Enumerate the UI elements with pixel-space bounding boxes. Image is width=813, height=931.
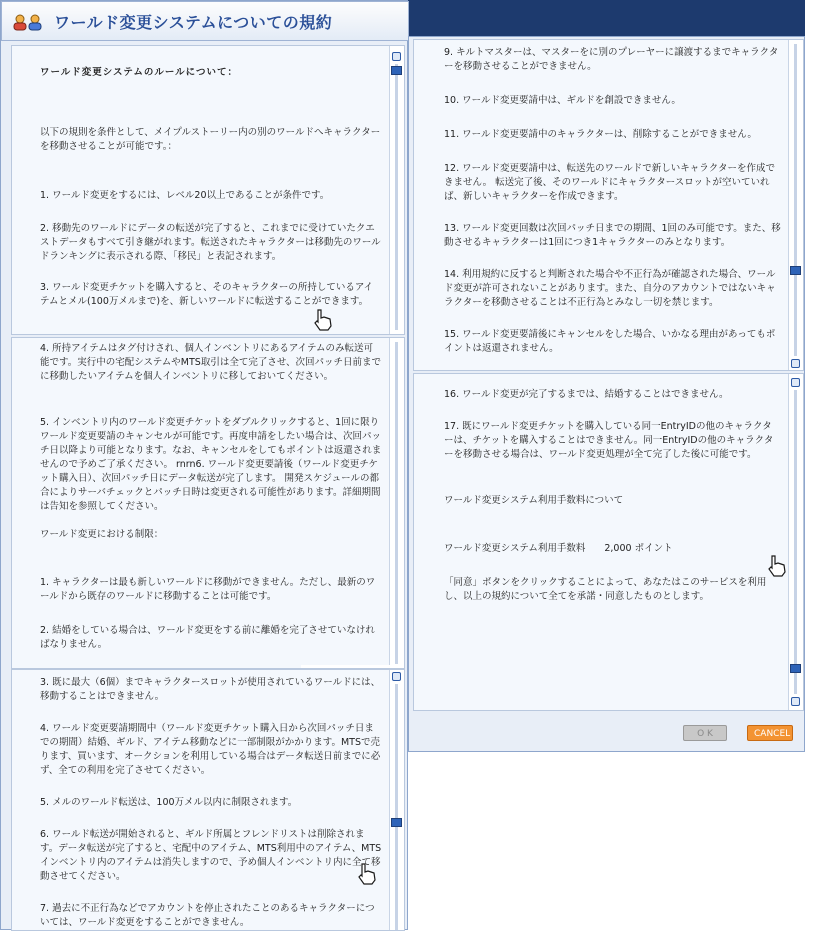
terms-text-area (12, 670, 388, 930)
paragraph: 12. ワールド変更要請中は、転送先のワールドで新しいキャラクターを作成できません。 転送完了後、そのワールドにキャラクタースロットが空いていれば、新しいキャラクターを作成できます。 (444, 163, 776, 202)
scroll-thumb[interactable] (391, 66, 402, 75)
restrictions-heading: ワールド変更における制限： (40, 529, 164, 540)
scroll-up-button[interactable] (791, 378, 800, 387)
paragraph: 6. ワールド転送が開始されると、ギルド所属とフレンドリストは削除されます。データ転送が完了すると、宅配中のアイテム、MTS利用中のアイテム、MTSインベントリ内のアイテムは消失しますので、予め個人インベントリ内に全て移動させてください。 (40, 829, 382, 882)
terms-window-right (408, 36, 805, 752)
window-title: ワールド変更システムについての規約 (54, 13, 333, 32)
terms-panel-3 (11, 669, 405, 931)
cancel-button[interactable]: CANCEL (747, 725, 793, 741)
scroll-track[interactable] (395, 342, 398, 664)
paragraph: 1. ワールド変更をするには、レベル20以上であることが条件です。 (40, 190, 330, 201)
scroll-track[interactable] (794, 44, 797, 356)
scroll-track[interactable] (395, 64, 398, 330)
paragraph: 16. ワールド変更が完了するまでは、結婚することはできません。 (444, 389, 729, 400)
terms-panel-2 (11, 337, 405, 669)
paragraph: 9. キルトマスターは、マスターをに別のプレーヤーに譲渡するまでキャラクターを移動させることができません。 (444, 47, 779, 72)
paragraph: 7. 過去に不正行為などでアカウントを停止されたことのあるキャラクターについては、ワールド変更をすることができません。 (40, 903, 375, 928)
hand-cursor-icon (766, 554, 788, 578)
scroll-thumb[interactable] (790, 664, 801, 673)
background-window-strip (400, 0, 805, 40)
paragraph: 3. 既に最大（6個）までキャラクタースロットが使用されているワールドには、移動することはできません。 (40, 677, 381, 702)
scroll-track[interactable] (395, 684, 398, 930)
scroll-up-button[interactable] (392, 672, 401, 681)
divider (301, 665, 401, 668)
paragraph: 11. ワールド変更要請中のキャラクターは、削除することができません。 (444, 129, 757, 140)
terms-text-area (414, 40, 787, 370)
paragraph: 4. 所持アイテムはタグ付けされ、個人インベントリにあるアイテムのみ転送可能です。実行中の宅配システムやMTS取引は全て完了させ、次回パッチ日前までに移動したいアイテムを個人インベントリに移しておいてください。 (40, 343, 382, 382)
paragraph: 5. インベントリ内のワールド変更チケットをダブルクリックすると、1回に限りワールド変更要請のキャンセルが可能です。再度申請をしたい場合は、次回パッチ日以降より可能となります。なお、キャンセルをしてもポイントは返還されませんので予めご了承ください。 rnrn6. ワールド変更要請後（ワールド変更チケット購入日）、次回パッチ日にデータ転送が完了します。 開発スケジュールの都合によりサーバチェックとパッチ日時は変更される可能性があります。詳細期間は告知を参照してください。 (40, 417, 382, 512)
scroll-down-button[interactable] (791, 359, 800, 368)
paragraph: 13. ワールド変更回数は次回パッチ日までの期間、1回のみ可能です。また、移動させるキャラクターは1回につき1キャラクターのみとなります。 (444, 223, 781, 248)
paragraph: 5. メルのワールド転送は、100万メル以内に制限されます。 (40, 797, 298, 808)
scroll-up-button[interactable] (392, 52, 401, 61)
paragraph: 2. 移動先のワールドにデータの転送が完了すると、これまでに受けていたクエストデータもすべて引き継がれます。転送されたキャラクターは移動先のワールドランキングに表示される際、「移民」と表記されます。 (40, 223, 381, 262)
terms-panel-4 (413, 39, 804, 371)
paragraph: 10. ワールド変更要請中は、ギルドを創設できません。 (444, 95, 681, 106)
scrollbar[interactable] (389, 338, 404, 668)
title-bar[interactable] (1, 1, 409, 41)
hand-cursor-icon (356, 862, 378, 886)
paragraph: 1. キャラクターは最も新しいワールドに移動ができません。ただし、最新のワールドから既存のワールドに移動することは可能です。 (40, 577, 376, 602)
scroll-thumb[interactable] (790, 266, 801, 275)
terms-panel-5 (413, 373, 804, 711)
ok-button[interactable]: O K (683, 725, 727, 741)
paragraph: 17. 既にワールド変更チケットを購入している同一EntryIDの他のキャラクターは、チケットを購入することはできません。同一EntryIDの他のキャラクターを移動させる場合は、ワールド変更処理が全て完了した後に可能です。 (444, 421, 774, 460)
scroll-down-button[interactable] (791, 697, 800, 706)
paragraph: 以下の規則を条件として、メイプルストーリー内の別のワールドへキャラクターを移動させることが可能です。： (40, 127, 381, 152)
paragraph: 4. ワールド変更要請期間中（ワールド変更チケット購入日から次回パッチ日までの期間）結婚、ギルド、アイテム移動などに一部制限がかかります。MTSで売ります、買います、オークションを利用している場合はデータ転送日前までに必ず、全ての利用を完了させてください。 (40, 723, 381, 776)
terms-text-area (12, 46, 388, 334)
fee-amount: ワールド変更システム利用手数料 2,000 ポイント (444, 543, 673, 554)
scrollbar[interactable] (788, 40, 803, 370)
hand-cursor-icon (312, 308, 334, 332)
terms-text-area (414, 374, 787, 710)
scroll-thumb[interactable] (391, 818, 402, 827)
terms-panel-1 (11, 45, 405, 335)
paragraph: 15. ワールド変更要請後にキャンセルをした場合、いかなる理由があってもポイントは返還されません。 (444, 329, 776, 354)
rules-heading: ワールド変更システムのルールについて： (40, 67, 238, 78)
scrollbar[interactable] (788, 374, 803, 710)
terms-text-area (12, 338, 388, 668)
fee-heading: ワールド変更システム利用手数料について (444, 495, 624, 506)
scroll-track[interactable] (794, 390, 797, 694)
scrollbar[interactable] (389, 46, 404, 334)
paragraph: 14. 利用規約に反すると判断された場合や不正行為が確認された場合、ワールド変更が許可されないことがあります。また、自分のアカウントではないキャラクターを移動させることは不正行為とみなし一切を禁じます。 (444, 269, 776, 308)
scrollbar[interactable] (389, 670, 404, 930)
users-icon (12, 13, 46, 31)
paragraph: 3. ワールド変更チケットを購入すると、そのキャラクターの所持しているアイテムとメル(100万メルまで)を、新しいワールドに転送することができます。 (40, 282, 373, 307)
paragraph: 2. 結婚をしている場合は、ワールド変更をする前に離婚を完了させていなければなりません。 (40, 625, 375, 650)
agreement-text: 「同意」ボタンをクリックすることによって、あなたはこのサービスを利用し、以上の規約について全てを承諾・同意したものとします。 (444, 577, 767, 602)
